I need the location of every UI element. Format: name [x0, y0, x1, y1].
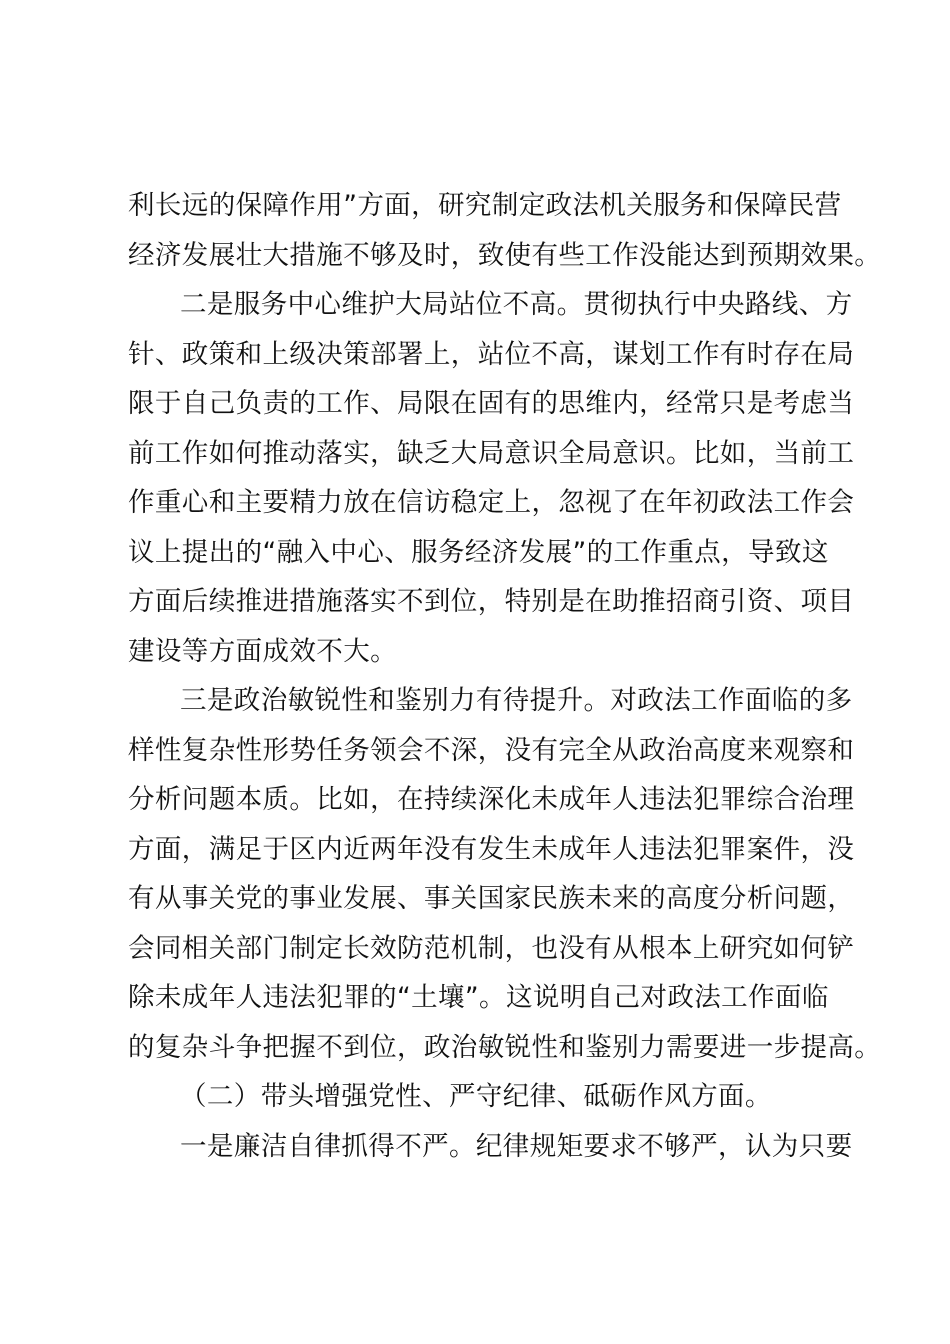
paragraph-end-line: 的复杂斗争把握不到位，政治敏锐性和鉴别力需要进一步提高。 [128, 1032, 882, 1063]
text-line: 会同相关部门制定长效防范机制，也没有从根本上研究如何铲 [128, 933, 855, 964]
text-line: 有从事关党的事业发展、事关国家民族未来的高度分析问题， [128, 883, 855, 914]
section-heading: （二）带头增强党性、严守纪律、砥砺作风方面。 [180, 1081, 772, 1112]
text-line: 除未成年人违法犯罪的“土壤”。这说明自己对政法工作面临 [128, 982, 829, 1013]
text-line: 利长远的保障作用”方面，研究制定政法机关服务和保障民营 [128, 190, 842, 221]
text-line: 前工作如何推动落实，缺乏大局意识全局意识。比如，当前工 [128, 438, 855, 469]
text-line: 经济发展壮大措施不够及时，致使有些工作没能达到预期效果。 [128, 240, 882, 271]
text-line: 方面后续推进措施落实不到位，特别是在助推招商引资、项目 [128, 586, 855, 617]
text-line: 作重心和主要精力放在信访稳定上，忽视了在年初政法工作会 [128, 487, 855, 518]
paragraph-start-line: 一是廉洁自律抓得不严。纪律规矩要求不够严，认为只要 [180, 1131, 853, 1162]
paragraph-start-line: 二是服务中心维护大局站位不高。贯彻执行中央路线、方 [180, 289, 853, 320]
text-line: 方面，满足于区内近两年没有发生未成年人违法犯罪案件，没 [128, 834, 855, 865]
paragraph-end-line: 建设等方面成效不大。 [128, 636, 397, 667]
text-line: 分析问题本质。比如，在持续深化未成年人违法犯罪综合治理 [128, 784, 855, 815]
text-line: 针、政策和上级决策部署上，站位不高，谋划工作有时存在局 [128, 339, 855, 370]
text-line: 限于自己负责的工作、局限在固有的思维内，经常只是考虑当 [128, 388, 855, 419]
paragraph-start-line: 三是政治敏锐性和鉴别力有待提升。对政法工作面临的多 [180, 685, 853, 716]
text-line: 议上提出的“融入中心、服务经济发展”的工作重点，导致这 [128, 537, 829, 568]
text-line: 样性复杂性形势任务领会不深，没有完全从政治高度来观察和 [128, 735, 855, 766]
